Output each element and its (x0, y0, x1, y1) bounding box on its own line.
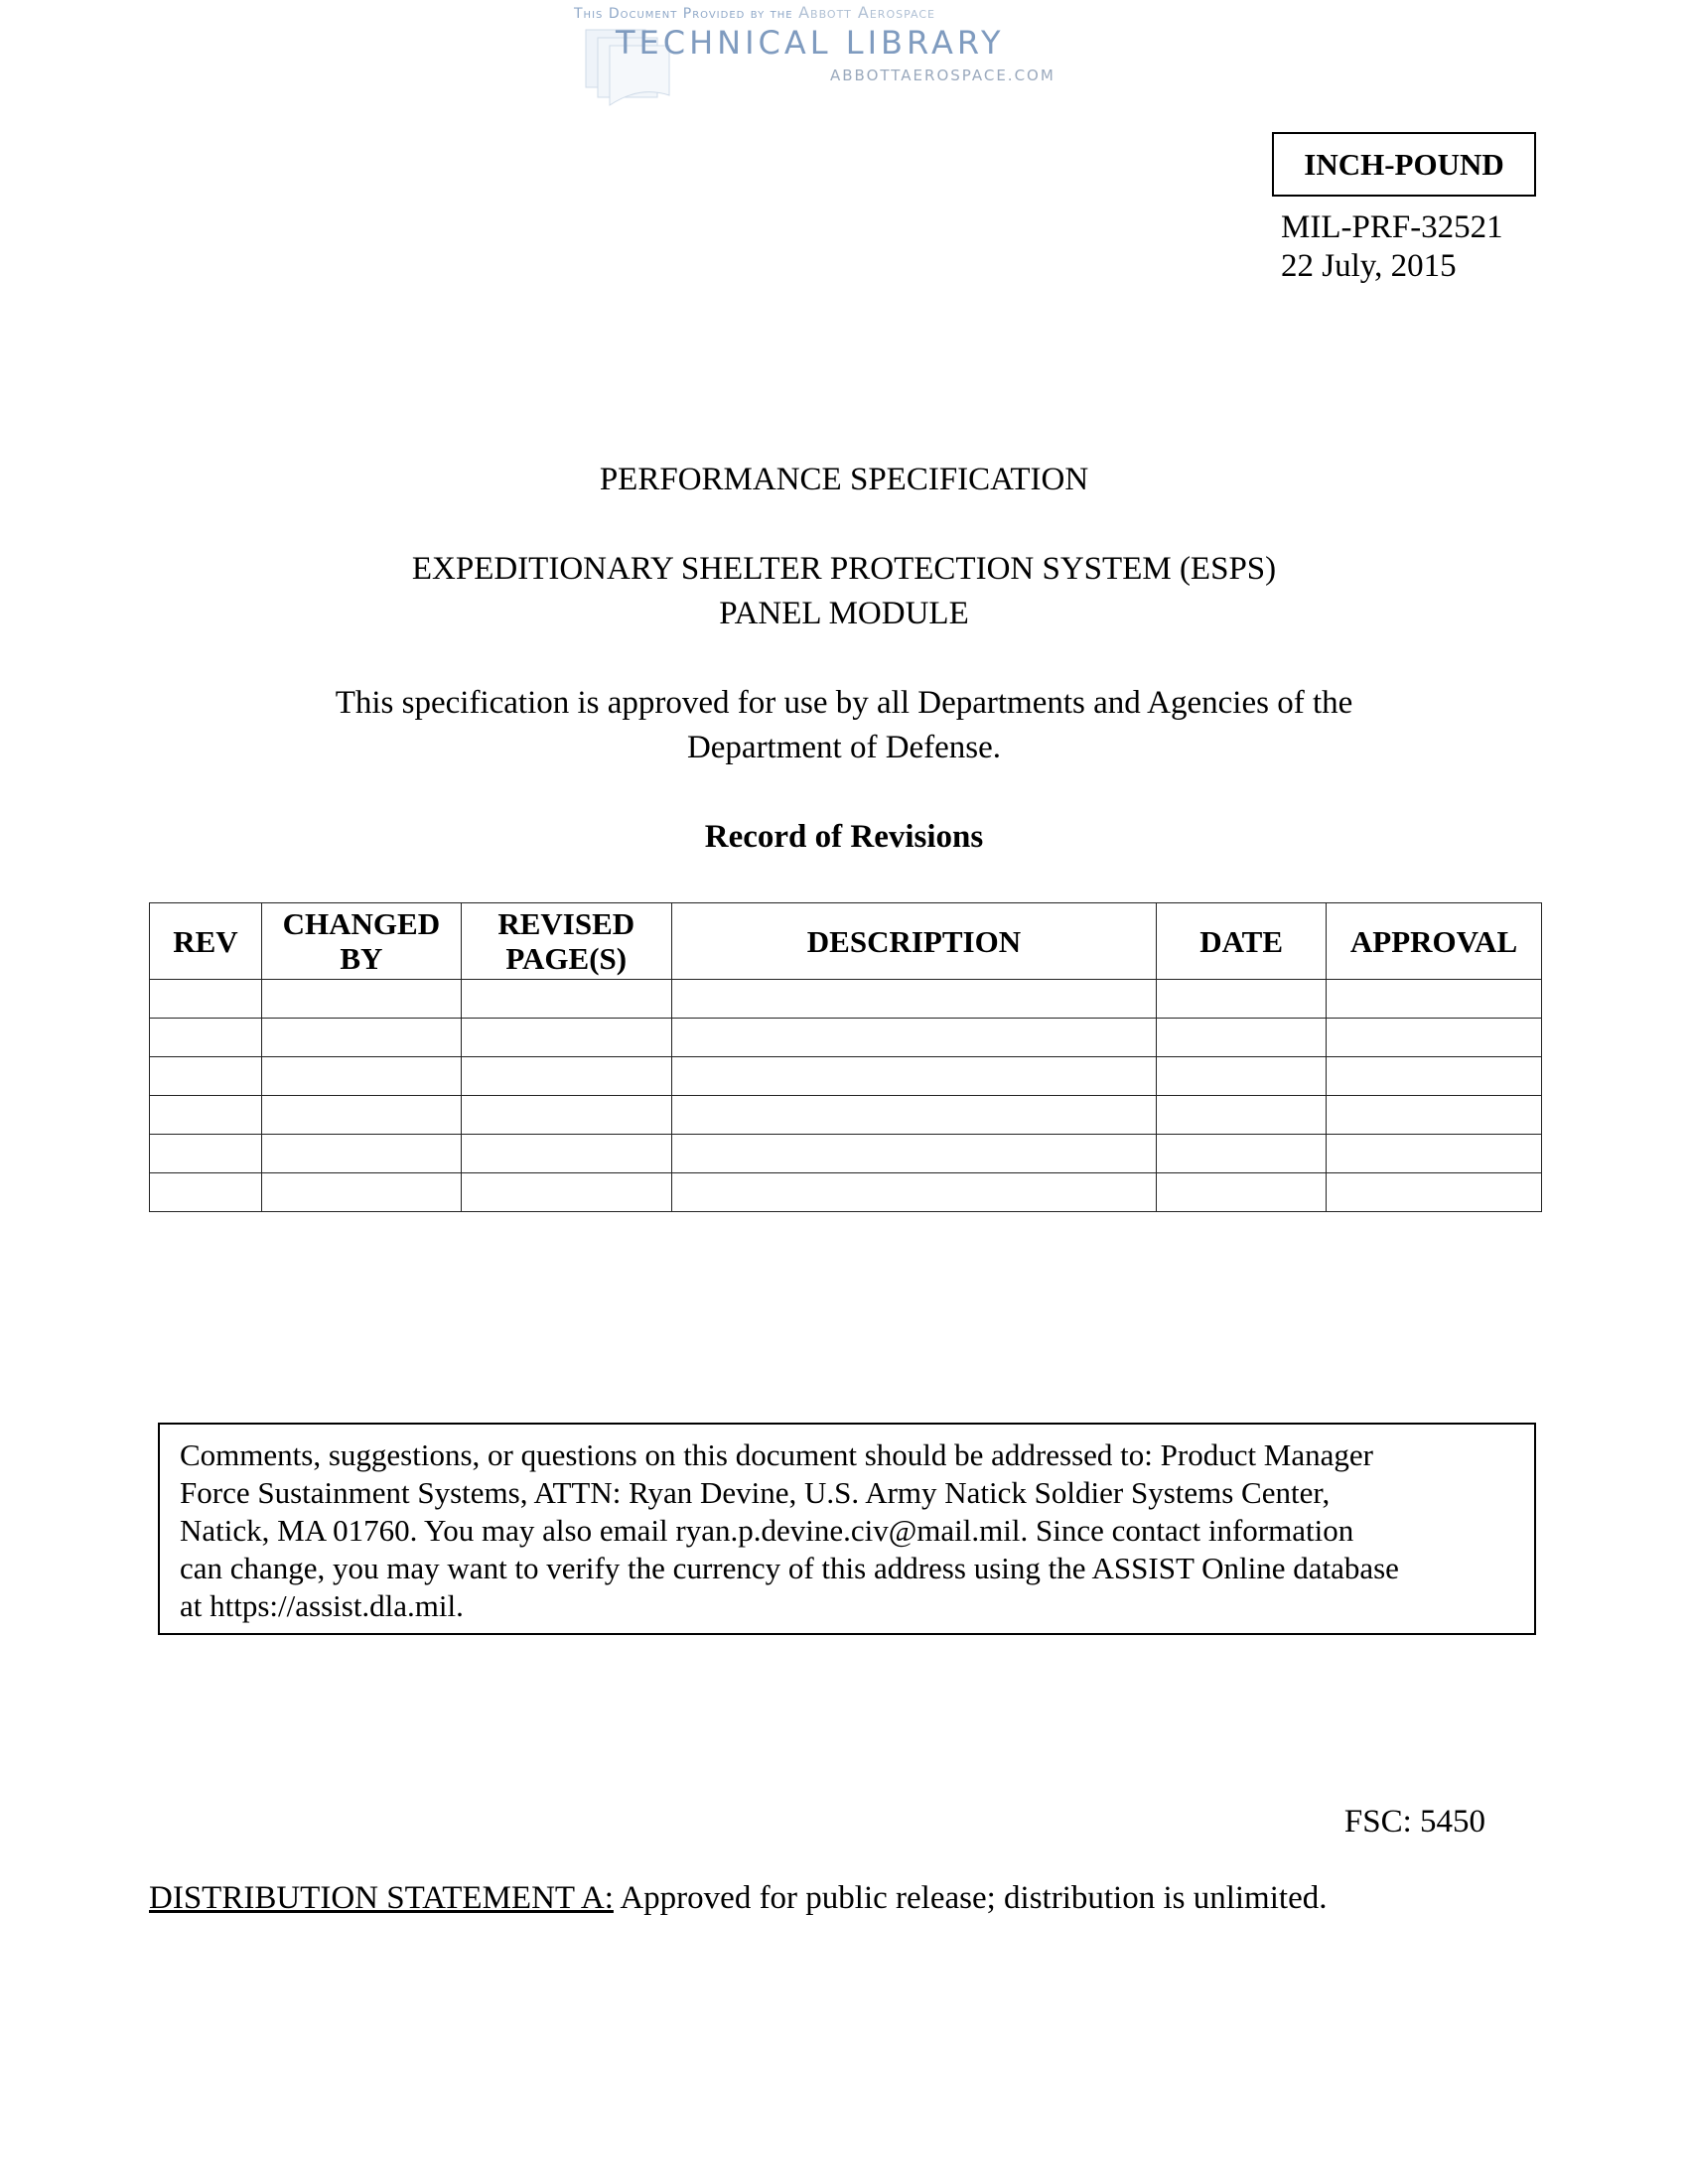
table-cell (671, 1173, 1157, 1212)
spec-title-line2: PANEL MODULE (719, 596, 969, 631)
comment-line: at https://assist.dla.mil. (180, 1588, 464, 1623)
table-cell (461, 1135, 671, 1173)
revisions-heading: Record of Revisions (704, 819, 984, 855)
table-cell (150, 1019, 262, 1057)
approval-line1: This specification is approved for use by all Departments and Agencies of the (335, 685, 1353, 721)
doc-number: MIL-PRF-32521 (1281, 209, 1503, 245)
table-cell (150, 1173, 262, 1212)
watermark-line1: This Document Provided by the (574, 6, 793, 22)
watermark-brand: Abbott Aerospace (798, 3, 935, 22)
table-cell (461, 1019, 671, 1057)
comment-line: Force Sustainment Systems, ATTN: Ryan Devine, U.S. Army Natick Soldier Systems Center, (180, 1475, 1331, 1510)
column-header (150, 903, 262, 980)
table-cell (261, 1019, 461, 1057)
comments-text (180, 1436, 1399, 1625)
table-cell (461, 1057, 671, 1096)
table-row (150, 1096, 1542, 1135)
column-header-text: PAGE(S) (505, 941, 628, 976)
column-header (261, 903, 461, 980)
watermark-logo (574, 4, 1090, 113)
inch-pound-box: INCH-POUND (1272, 132, 1536, 197)
comment-line: Comments, suggestions, or questions on this document should be addressed to: Product Manager (180, 1437, 1373, 1472)
table-row (150, 1057, 1542, 1096)
column-header-text: REVISED (497, 906, 635, 941)
watermark-url: ABBOTTAEROSPACE.COM (830, 67, 1055, 84)
column-header-text: DESCRIPTION (806, 923, 1022, 959)
table-cell (1327, 1057, 1542, 1096)
table-row (150, 980, 1542, 1019)
column-header (1327, 903, 1542, 980)
comments-box (158, 1423, 1536, 1635)
comment-line: can change, you may want to verify the currency of this address using the ASSIST Online database (180, 1551, 1399, 1585)
table-cell (1327, 1135, 1542, 1173)
fsc-code: FSC: 5450 (1343, 1804, 1485, 1840)
table-cell (261, 1057, 461, 1096)
table-cell (150, 1135, 262, 1173)
table-cell (1327, 1096, 1542, 1135)
header-row (150, 903, 1542, 980)
column-header-text: REV (173, 923, 238, 959)
column-header (1157, 903, 1327, 980)
table-cell (261, 1135, 461, 1173)
table-cell (1327, 1173, 1542, 1212)
table-cell (1157, 1173, 1327, 1212)
table-cell (261, 1173, 461, 1212)
table-cell (461, 980, 671, 1019)
table-cell (671, 980, 1157, 1019)
table-cell (671, 1096, 1157, 1135)
table-cell (1327, 980, 1542, 1019)
table-cell (1157, 980, 1327, 1019)
table-cell (150, 1096, 262, 1135)
table-cell (671, 1019, 1157, 1057)
watermark-title: TECHNICAL LIBRARY (616, 24, 1005, 62)
column-header-text: DATE (1199, 923, 1284, 959)
table-cell (1157, 1057, 1327, 1096)
revisions-table (149, 902, 1542, 1212)
table-cell (150, 1057, 262, 1096)
distribution-label: DISTRIBUTION STATEMENT A: (149, 1880, 614, 1916)
table-cell (1327, 1019, 1542, 1057)
table-cell (150, 980, 262, 1019)
table-cell (261, 980, 461, 1019)
spec-type: PERFORMANCE SPECIFICATION (599, 462, 1089, 497)
table-row (150, 1019, 1542, 1057)
table-row (150, 1135, 1542, 1173)
approval-line2: Department of Defense. (686, 730, 1002, 765)
table-cell (1157, 1096, 1327, 1135)
table-cell (671, 1135, 1157, 1173)
table-cell (261, 1096, 461, 1135)
column-header-text: BY (340, 941, 383, 976)
distribution-statement (149, 1879, 1327, 1917)
comment-line: Natick, MA 01760. You may also email ryan.p.devine.civ@mail.mil. Since contact information (180, 1513, 1354, 1548)
table-row (150, 1173, 1542, 1212)
table-cell (461, 1096, 671, 1135)
table-cell (671, 1057, 1157, 1096)
column-header (671, 903, 1157, 980)
table-cell (1157, 1135, 1327, 1173)
table-cell (461, 1173, 671, 1212)
column-header (461, 903, 671, 980)
table-cell (1157, 1019, 1327, 1057)
column-header-text: APPROVAL (1349, 923, 1518, 959)
spec-title-line1: EXPEDITIONARY SHELTER PROTECTION SYSTEM (ESPS) (411, 551, 1277, 587)
distribution-text: Approved for public release; distribution is unlimited. (613, 1880, 1328, 1916)
doc-date: 22 July, 2015 (1281, 248, 1457, 284)
column-header-text: CHANGED (282, 906, 441, 941)
